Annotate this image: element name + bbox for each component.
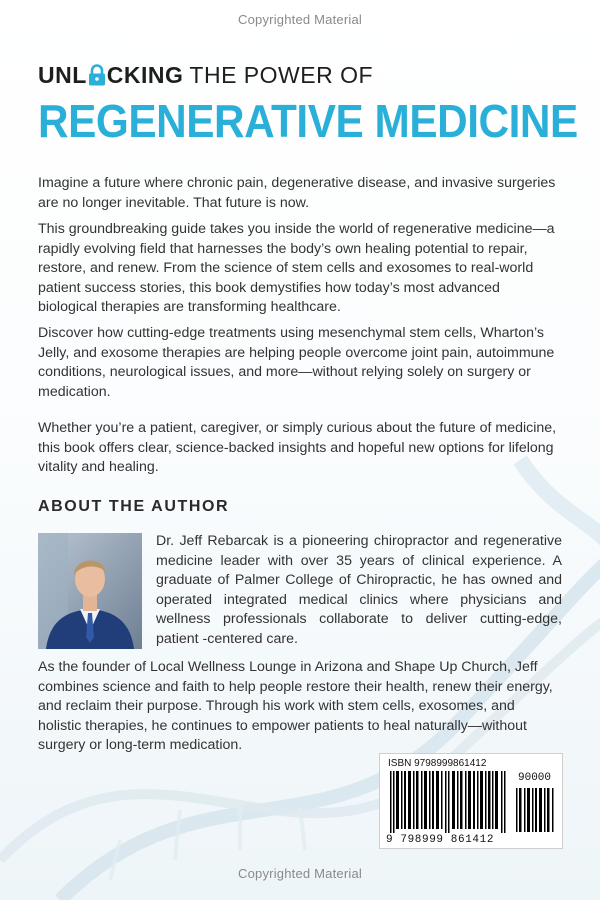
copyright-watermark-bottom: Copyrighted Material — [238, 866, 362, 881]
isbn-digits: 9 798999 861412 — [386, 834, 495, 846]
about-author-heading: ABOUT THE AUTHOR — [38, 498, 230, 515]
title-suffix: CKING — [106, 62, 184, 88]
author-bio-paragraph-1: Dr. Jeff Rebarcak is a pioneering chiropractor and regenerative medicine leader with over 35 years of clinical experience. A graduate of Palmer College of Chiropractic, he has owned and operated integrated medical clinics where physicians and wellness professionals collaborate to deliver cutting-edge, patient -centered care. — [156, 533, 562, 647]
barcode-bars-addon — [516, 788, 556, 832]
price-code: 90000 — [518, 772, 552, 784]
title-rest: THE POWER OF — [189, 62, 374, 88]
copyright-watermark-top: Copyrighted Material — [238, 12, 362, 27]
barcode-bars-main — [390, 771, 508, 833]
description-paragraph-3: Discover how cutting-edge treatments using mesenchymal stem cells, Wharton’s Jelly, and exosome therapies are helping people overcome joint pain, autoimmune conditions, neurological issues, and more—without relying solely on surgery or medication. — [38, 325, 555, 400]
title-prefix: UNL — [38, 62, 87, 88]
padlock-icon — [88, 64, 106, 92]
isbn-label: ISBN 9798999861412 — [388, 758, 487, 769]
title-line-1 — [38, 62, 373, 92]
author-bio-paragraph-2: As the founder of Local Wellness Lounge in Arizona and Shape Up Church, Jeff combines science and faith to help people restore their health, renew their energy, and reclaim their purpose. Through his work with stem cells, exosomes, and holistic therapies, he continues to empower patients to heal naturally—without surgery or long-term medication. — [38, 659, 553, 753]
description-paragraph-1: Imagine a future where chronic pain, degenerative disease, and invasive surgeries are no longer inevitable. That future is now. — [38, 175, 556, 211]
isbn-barcode — [379, 753, 563, 849]
author-photo — [38, 533, 142, 649]
title-line-2: REGENERATIVE MEDICINE — [38, 95, 578, 147]
description-paragraph-2: This groundbreaking guide takes you inside the world of regenerative medicine—a rapidly evolving field that harnesses the body’s own healing potential to repair, restore, and renew. From the science of stem cells and exosomes to real-world patient success stories, this book demystifies how today’s most advanced biological therapies are transforming healthcare. — [38, 221, 555, 315]
description-paragraph-4: Whether you’re a patient, caregiver, or simply curious about the future of medicine, this book offers clear, science-backed insights and hopeful new options for lifelong vitality and healing. — [38, 420, 557, 475]
